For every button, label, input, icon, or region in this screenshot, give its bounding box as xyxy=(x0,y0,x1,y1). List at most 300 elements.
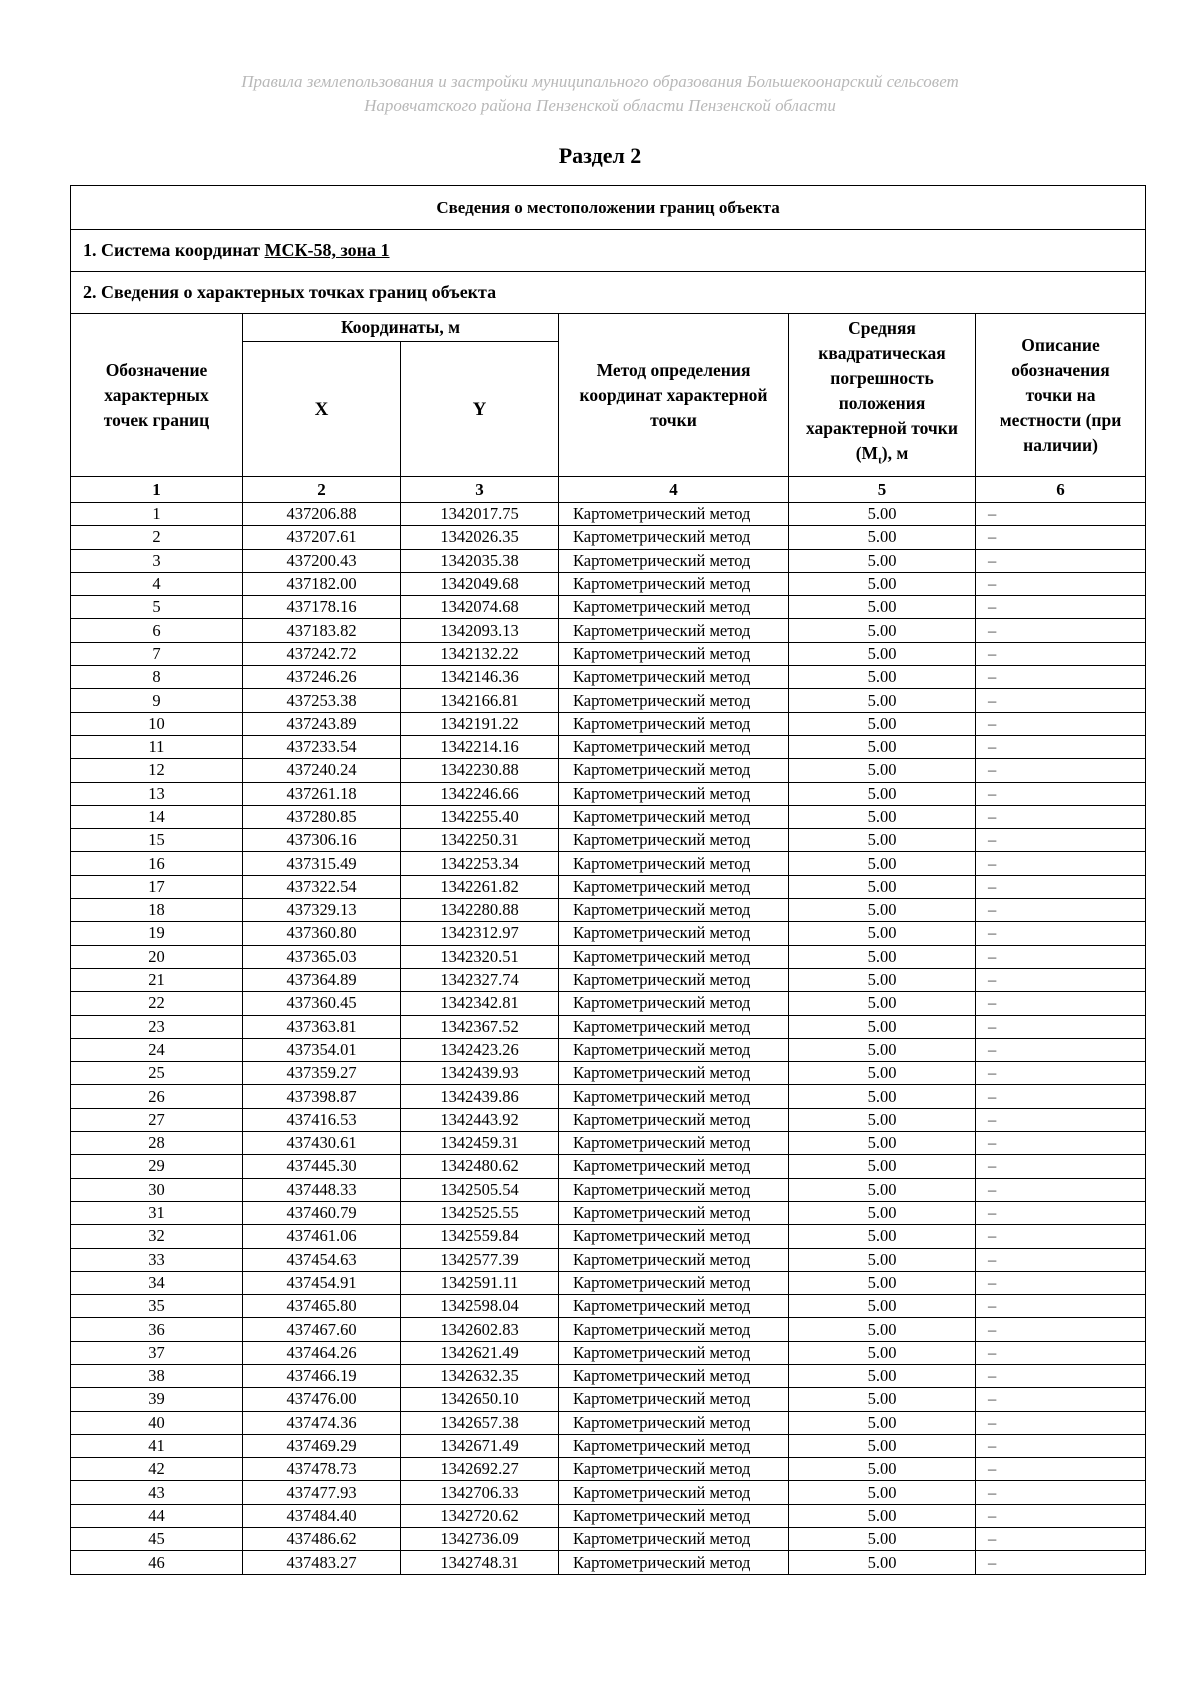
point-number: 20 xyxy=(71,945,243,968)
column-number: 5 xyxy=(789,477,976,503)
point-number: 27 xyxy=(71,1108,243,1131)
method-value: Картометрический метод xyxy=(559,1085,789,1108)
method-value: Картометрический метод xyxy=(559,1458,789,1481)
description-value: – xyxy=(976,1434,1146,1457)
table-row xyxy=(71,619,1146,642)
method-value: Картометрический метод xyxy=(559,1341,789,1364)
point-number: 1 xyxy=(71,503,243,526)
description-value: – xyxy=(976,1015,1146,1038)
description-value: – xyxy=(976,1085,1146,1108)
y-value: 1342720.62 xyxy=(401,1504,559,1527)
error-value: 5.00 xyxy=(789,1271,976,1294)
x-value: 437476.00 xyxy=(243,1388,401,1411)
y-value: 1342423.26 xyxy=(401,1038,559,1061)
point-number: 44 xyxy=(71,1504,243,1527)
method-value: Картометрический метод xyxy=(559,759,789,782)
x-value: 437253.38 xyxy=(243,689,401,712)
x-value: 437484.40 xyxy=(243,1504,401,1527)
point-number: 41 xyxy=(71,1434,243,1457)
point-number: 36 xyxy=(71,1318,243,1341)
y-value: 1342632.35 xyxy=(401,1364,559,1387)
x-value: 437207.61 xyxy=(243,526,401,549)
y-value: 1342191.22 xyxy=(401,712,559,735)
header-designation: Обозначение характерных точек границ xyxy=(71,314,243,477)
description-value: – xyxy=(976,712,1146,735)
y-value: 1342017.75 xyxy=(401,503,559,526)
x-value: 437178.16 xyxy=(243,596,401,619)
method-value: Картометрический метод xyxy=(559,852,789,875)
error-value: 5.00 xyxy=(789,1062,976,1085)
description-value: – xyxy=(976,852,1146,875)
column-number: 3 xyxy=(401,477,559,503)
error-value: 5.00 xyxy=(789,735,976,758)
x-value: 437322.54 xyxy=(243,875,401,898)
method-value: Картометрический метод xyxy=(559,1434,789,1457)
method-value: Картометрический метод xyxy=(559,1038,789,1061)
table-row xyxy=(71,945,1146,968)
y-value: 1342657.38 xyxy=(401,1411,559,1434)
y-value: 1342439.86 xyxy=(401,1085,559,1108)
x-value: 437242.72 xyxy=(243,642,401,665)
table-row xyxy=(71,1341,1146,1364)
method-value: Картометрический метод xyxy=(559,968,789,991)
error-value: 5.00 xyxy=(789,572,976,595)
point-number: 39 xyxy=(71,1388,243,1411)
x-value: 437469.29 xyxy=(243,1434,401,1457)
method-value: Картометрический метод xyxy=(559,1108,789,1131)
description-value: – xyxy=(976,1295,1146,1318)
y-value: 1342736.09 xyxy=(401,1528,559,1551)
method-value: Картометрический метод xyxy=(559,596,789,619)
point-number: 10 xyxy=(71,712,243,735)
point-number: 22 xyxy=(71,992,243,1015)
point-number: 18 xyxy=(71,899,243,922)
method-value: Картометрический метод xyxy=(559,1504,789,1527)
point-number: 11 xyxy=(71,735,243,758)
table-row xyxy=(71,1388,1146,1411)
document-header xyxy=(150,70,1050,118)
error-value: 5.00 xyxy=(789,1341,976,1364)
method-value: Картометрический метод xyxy=(559,1481,789,1504)
method-value: Картометрический метод xyxy=(559,526,789,549)
error-value: 5.00 xyxy=(789,1132,976,1155)
x-value: 437467.60 xyxy=(243,1318,401,1341)
error-value: 5.00 xyxy=(789,1085,976,1108)
method-value: Картометрический метод xyxy=(559,922,789,945)
method-value: Картометрический метод xyxy=(559,1225,789,1248)
description-value: – xyxy=(976,899,1146,922)
error-value: 5.00 xyxy=(789,992,976,1015)
header-x: X xyxy=(243,342,401,477)
x-value: 437416.53 xyxy=(243,1108,401,1131)
point-number: 42 xyxy=(71,1458,243,1481)
error-value: 5.00 xyxy=(789,1551,976,1574)
description-value: – xyxy=(976,1458,1146,1481)
x-value: 437448.33 xyxy=(243,1178,401,1201)
description-value: – xyxy=(976,596,1146,619)
point-number: 29 xyxy=(71,1155,243,1178)
method-value: Картометрический метод xyxy=(559,689,789,712)
coord-system-row xyxy=(71,230,1146,272)
error-value: 5.00 xyxy=(789,1318,976,1341)
section-title: Раздел 2 xyxy=(558,143,642,168)
description-value: – xyxy=(976,503,1146,526)
y-value: 1342132.22 xyxy=(401,642,559,665)
x-value: 437486.62 xyxy=(243,1528,401,1551)
coord-system-value: МСК-58, зона 1 xyxy=(264,240,390,260)
method-value: Картометрический метод xyxy=(559,992,789,1015)
table-row xyxy=(71,1201,1146,1224)
method-value: Картометрический метод xyxy=(559,712,789,735)
method-value: Картометрический метод xyxy=(559,945,789,968)
y-value: 1342214.16 xyxy=(401,735,559,758)
description-value: – xyxy=(976,1062,1146,1085)
error-value: 5.00 xyxy=(789,852,976,875)
point-number: 19 xyxy=(71,922,243,945)
point-number: 7 xyxy=(71,642,243,665)
y-value: 1342459.31 xyxy=(401,1132,559,1155)
y-value: 1342602.83 xyxy=(401,1318,559,1341)
x-value: 437280.85 xyxy=(243,805,401,828)
description-value: – xyxy=(976,1528,1146,1551)
table-row xyxy=(71,1248,1146,1271)
x-value: 437246.26 xyxy=(243,666,401,689)
description-value: – xyxy=(976,1411,1146,1434)
description-value: – xyxy=(976,1388,1146,1411)
table-row xyxy=(71,968,1146,991)
y-value: 1342671.49 xyxy=(401,1434,559,1457)
method-value: Картометрический метод xyxy=(559,875,789,898)
error-value: 5.00 xyxy=(789,549,976,572)
description-value: – xyxy=(976,1178,1146,1201)
y-value: 1342650.10 xyxy=(401,1388,559,1411)
error-value: 5.00 xyxy=(789,1364,976,1387)
y-value: 1342035.38 xyxy=(401,549,559,572)
method-value: Картометрический метод xyxy=(559,1295,789,1318)
y-value: 1342621.49 xyxy=(401,1341,559,1364)
x-value: 437474.36 xyxy=(243,1411,401,1434)
y-value: 1342261.82 xyxy=(401,875,559,898)
point-number: 8 xyxy=(71,666,243,689)
method-value: Картометрический метод xyxy=(559,1388,789,1411)
table-banner: Сведения о местоположении границ объекта xyxy=(71,186,1146,230)
y-value: 1342327.74 xyxy=(401,968,559,991)
point-number: 24 xyxy=(71,1038,243,1061)
y-value: 1342166.81 xyxy=(401,689,559,712)
point-number: 40 xyxy=(71,1411,243,1434)
error-value: 5.00 xyxy=(789,619,976,642)
x-value: 437182.00 xyxy=(243,572,401,595)
description-value: – xyxy=(976,875,1146,898)
x-value: 437329.13 xyxy=(243,899,401,922)
point-number: 6 xyxy=(71,619,243,642)
description-value: – xyxy=(976,1225,1146,1248)
table-row xyxy=(71,759,1146,782)
error-value: 5.00 xyxy=(789,1038,976,1061)
error-value: 5.00 xyxy=(789,875,976,898)
table-row xyxy=(71,1062,1146,1085)
x-value: 437483.27 xyxy=(243,1551,401,1574)
y-value: 1342342.81 xyxy=(401,992,559,1015)
x-value: 437445.30 xyxy=(243,1155,401,1178)
table-row xyxy=(71,1015,1146,1038)
x-value: 437454.63 xyxy=(243,1248,401,1271)
description-value: – xyxy=(976,1364,1146,1387)
error-value: 5.00 xyxy=(789,1528,976,1551)
y-value: 1342049.68 xyxy=(401,572,559,595)
error-value: 5.00 xyxy=(789,945,976,968)
description-value: – xyxy=(976,1132,1146,1155)
description-value: – xyxy=(976,782,1146,805)
description-value: – xyxy=(976,1551,1146,1574)
point-number: 35 xyxy=(71,1295,243,1318)
point-number: 15 xyxy=(71,829,243,852)
method-value: Картометрический метод xyxy=(559,503,789,526)
x-value: 437206.88 xyxy=(243,503,401,526)
x-value: 437478.73 xyxy=(243,1458,401,1481)
method-value: Картометрический метод xyxy=(559,1178,789,1201)
method-value: Картометрический метод xyxy=(559,1155,789,1178)
table-row xyxy=(71,782,1146,805)
error-value: 5.00 xyxy=(789,1155,976,1178)
column-number: 1 xyxy=(71,477,243,503)
header-error-tail: ), м xyxy=(881,443,909,464)
point-number: 25 xyxy=(71,1062,243,1085)
header-method: Метод определения координат характерной точки xyxy=(559,314,789,477)
method-value: Картометрический метод xyxy=(559,1551,789,1574)
error-value: 5.00 xyxy=(789,899,976,922)
error-value: 5.00 xyxy=(789,1201,976,1224)
table-row xyxy=(71,1038,1146,1061)
column-number: 6 xyxy=(976,477,1146,503)
description-value: – xyxy=(976,1155,1146,1178)
x-value: 437460.79 xyxy=(243,1201,401,1224)
x-value: 437398.87 xyxy=(243,1085,401,1108)
method-value: Картометрический метод xyxy=(559,1318,789,1341)
table-row xyxy=(71,1318,1146,1341)
x-value: 437461.06 xyxy=(243,1225,401,1248)
x-value: 437240.24 xyxy=(243,759,401,782)
method-value: Картометрический метод xyxy=(559,805,789,828)
error-value: 5.00 xyxy=(789,759,976,782)
method-value: Картометрический метод xyxy=(559,735,789,758)
table-row xyxy=(71,735,1146,758)
point-number: 2 xyxy=(71,526,243,549)
method-value: Картометрический метод xyxy=(559,1411,789,1434)
y-value: 1342230.88 xyxy=(401,759,559,782)
table-row xyxy=(71,1132,1146,1155)
method-value: Картометрический метод xyxy=(559,642,789,665)
x-value: 437360.80 xyxy=(243,922,401,945)
method-value: Картометрический метод xyxy=(559,619,789,642)
y-value: 1342320.51 xyxy=(401,945,559,968)
error-value: 5.00 xyxy=(789,1434,976,1457)
table-row xyxy=(71,1411,1146,1434)
x-value: 437360.45 xyxy=(243,992,401,1015)
point-number: 38 xyxy=(71,1364,243,1387)
header-y: Y xyxy=(401,342,559,477)
method-value: Картометрический метод xyxy=(559,1132,789,1155)
column-number-row xyxy=(71,477,1146,503)
point-number: 26 xyxy=(71,1085,243,1108)
x-value: 437465.80 xyxy=(243,1295,401,1318)
table-row xyxy=(71,805,1146,828)
error-value: 5.00 xyxy=(789,1481,976,1504)
method-value: Картометрический метод xyxy=(559,1364,789,1387)
coordinates-table xyxy=(70,185,1146,1575)
x-value: 437430.61 xyxy=(243,1132,401,1155)
error-value: 5.00 xyxy=(789,922,976,945)
y-value: 1342443.92 xyxy=(401,1108,559,1131)
table-row xyxy=(71,829,1146,852)
method-value: Картометрический метод xyxy=(559,1062,789,1085)
x-value: 437466.19 xyxy=(243,1364,401,1387)
table-row xyxy=(71,1528,1146,1551)
description-value: – xyxy=(976,572,1146,595)
table-row xyxy=(71,526,1146,549)
table-row xyxy=(71,1155,1146,1178)
table-row xyxy=(71,642,1146,665)
point-number: 31 xyxy=(71,1201,243,1224)
header-line-2: Наровчатского района Пензенской области Пензенской области xyxy=(364,96,836,115)
point-number: 5 xyxy=(71,596,243,619)
points-title-row: 2. Сведения о характерных точках границ объекта xyxy=(71,272,1146,314)
table-row xyxy=(71,1364,1146,1387)
x-value: 437364.89 xyxy=(243,968,401,991)
y-value: 1342255.40 xyxy=(401,805,559,828)
description-value: – xyxy=(976,992,1146,1015)
y-value: 1342591.11 xyxy=(401,1271,559,1294)
description-value: – xyxy=(976,1504,1146,1527)
x-value: 437464.26 xyxy=(243,1341,401,1364)
point-number: 37 xyxy=(71,1341,243,1364)
point-number: 34 xyxy=(71,1271,243,1294)
error-value: 5.00 xyxy=(789,968,976,991)
description-value: – xyxy=(976,829,1146,852)
header-error xyxy=(789,314,976,477)
table-row xyxy=(71,1225,1146,1248)
description-value: – xyxy=(976,666,1146,689)
description-value: – xyxy=(976,1318,1146,1341)
y-value: 1342074.68 xyxy=(401,596,559,619)
x-value: 437261.18 xyxy=(243,782,401,805)
error-value: 5.00 xyxy=(789,526,976,549)
table-row xyxy=(71,666,1146,689)
y-value: 1342505.54 xyxy=(401,1178,559,1201)
method-value: Картометрический метод xyxy=(559,549,789,572)
table-row xyxy=(71,1108,1146,1131)
x-value: 437183.82 xyxy=(243,619,401,642)
table-row xyxy=(71,549,1146,572)
x-value: 437363.81 xyxy=(243,1015,401,1038)
error-value: 5.00 xyxy=(789,829,976,852)
point-number: 23 xyxy=(71,1015,243,1038)
method-value: Картометрический метод xyxy=(559,1201,789,1224)
description-value: – xyxy=(976,689,1146,712)
y-value: 1342439.93 xyxy=(401,1062,559,1085)
error-value: 5.00 xyxy=(789,1015,976,1038)
error-value: 5.00 xyxy=(789,1178,976,1201)
description-value: – xyxy=(976,619,1146,642)
point-number: 9 xyxy=(71,689,243,712)
y-value: 1342480.62 xyxy=(401,1155,559,1178)
table-row xyxy=(71,712,1146,735)
table-row xyxy=(71,1178,1146,1201)
description-value: – xyxy=(976,642,1146,665)
x-value: 437233.54 xyxy=(243,735,401,758)
description-value: – xyxy=(976,1201,1146,1224)
y-value: 1342280.88 xyxy=(401,899,559,922)
method-value: Картометрический метод xyxy=(559,1271,789,1294)
point-number: 28 xyxy=(71,1132,243,1155)
table-row xyxy=(71,503,1146,526)
header-line-1: Правила землепользования и застройки муниципального образования Большекоонарский сельсовет xyxy=(241,72,959,91)
x-value: 437454.91 xyxy=(243,1271,401,1294)
description-value: – xyxy=(976,1248,1146,1271)
y-value: 1342706.33 xyxy=(401,1481,559,1504)
point-number: 30 xyxy=(71,1178,243,1201)
point-number: 45 xyxy=(71,1528,243,1551)
y-value: 1342146.36 xyxy=(401,666,559,689)
y-value: 1342692.27 xyxy=(401,1458,559,1481)
error-value: 5.00 xyxy=(789,1388,976,1411)
table-row xyxy=(71,1295,1146,1318)
point-number: 43 xyxy=(71,1481,243,1504)
error-value: 5.00 xyxy=(789,1225,976,1248)
point-number: 32 xyxy=(71,1225,243,1248)
method-value: Картометрический метод xyxy=(559,1528,789,1551)
coord-system-label: 1. Система координат xyxy=(83,240,265,260)
method-value: Картометрический метод xyxy=(559,782,789,805)
y-value: 1342598.04 xyxy=(401,1295,559,1318)
description-value: – xyxy=(976,1481,1146,1504)
table-row xyxy=(71,1551,1146,1574)
table-row xyxy=(71,1271,1146,1294)
x-value: 437365.03 xyxy=(243,945,401,968)
y-value: 1342577.39 xyxy=(401,1248,559,1271)
table-row xyxy=(71,1085,1146,1108)
error-value: 5.00 xyxy=(789,596,976,619)
error-value: 5.00 xyxy=(789,1458,976,1481)
table-row xyxy=(71,1481,1146,1504)
y-value: 1342525.55 xyxy=(401,1201,559,1224)
column-number: 4 xyxy=(559,477,789,503)
point-number: 14 xyxy=(71,805,243,828)
table-row xyxy=(71,922,1146,945)
error-value: 5.00 xyxy=(789,689,976,712)
point-number: 16 xyxy=(71,852,243,875)
header-error-main: Средняя квадратическая погрешность положения характерной точки (M xyxy=(806,318,958,464)
header-description: Описание обозначения точки на местности (при наличии) xyxy=(976,314,1146,477)
description-value: – xyxy=(976,1038,1146,1061)
column-number: 2 xyxy=(243,477,401,503)
method-value: Картометрический метод xyxy=(559,829,789,852)
error-value: 5.00 xyxy=(789,1504,976,1527)
table-row xyxy=(71,572,1146,595)
y-value: 1342559.84 xyxy=(401,1225,559,1248)
error-value: 5.00 xyxy=(789,1411,976,1434)
point-number: 13 xyxy=(71,782,243,805)
point-number: 21 xyxy=(71,968,243,991)
description-value: – xyxy=(976,1108,1146,1131)
point-number: 46 xyxy=(71,1551,243,1574)
method-value: Картометрический метод xyxy=(559,899,789,922)
method-value: Картометрический метод xyxy=(559,1248,789,1271)
x-value: 437359.27 xyxy=(243,1062,401,1085)
error-value: 5.00 xyxy=(789,642,976,665)
description-value: – xyxy=(976,805,1146,828)
y-value: 1342093.13 xyxy=(401,619,559,642)
